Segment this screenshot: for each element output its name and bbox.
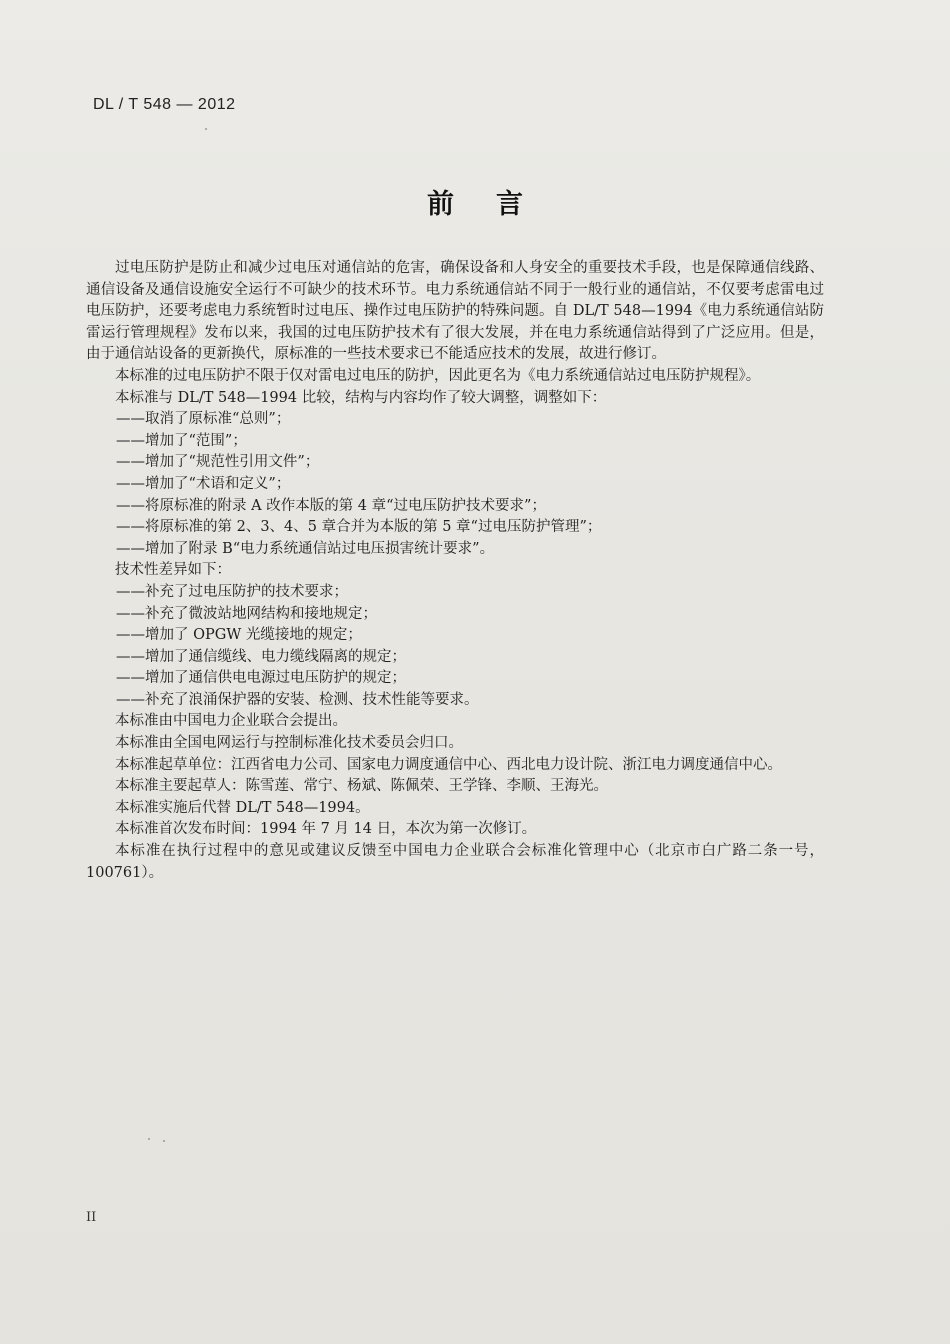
list-item: ——将原标准的附录 A 改作本版的第 4 章“过电压防护技术要求”； [116,497,546,514]
scan-speck [205,128,207,130]
paragraph: 本标准的过电压防护不限于仅对雷电过电压的防护，因此更名为《电力系统通信站过电压防护规程》。 [115,367,761,384]
list-item: ——增加了“术语和定义”； [116,475,291,492]
list-item: ——将原标准的第 2、3、4、5 章合并为本版的第 5 章“过电压防护管理”； [116,519,602,536]
standard-code: DL / T 548 — 2012 [93,96,236,113]
list-item: ——增加了“范围”； [116,432,247,449]
paragraph: 过电压防护是防止和减少过电压对通信站的危害，确保设备和人身安全的重要技术手段，也是保障通信线路、通信设备及通信设施安全运行不可缺少的技术环节。电力系统通信站不同于一般行业的通信站，不仅要考虑雷电过电压防护，还要考虑电力系统暂时过电压、操作过电压防护的特殊问题。自 DL/T 548—1994《电力系统通信站防雷运行管理规程》发布以来，我国的过电压防护技术有了很大发展，并在电力系统通信站得到了广泛应用。但是，由于通信站设备的更新换代，原标准的一些技术要求已不能适应技术的发展，故进行修订。 [86,260,824,363]
list-item: ——增加了附录 B“电力系统通信站过电压损害统计要求”。 [116,540,495,557]
list-item: ——补充了微波站地网结构和接地规定； [116,605,377,622]
paragraph: 技术性差异如下： [115,562,231,579]
title-char-1: 前 [427,189,454,220]
page-title [0,182,950,221]
list-item: ——增加了通信缆线、电力缆线隔离的规定； [116,648,406,665]
paragraph: 本标准在执行过程中的意见或建议反馈至中国电力企业联合会标准化管理中心（北京市白广路二条一号，100761）。 [86,843,824,881]
paragraph: 本标准首次发布时间：1994 年 7 月 14 日，本次为第一次修订。 [115,821,537,838]
paragraph: 本标准由中国电力企业联合会提出。 [115,713,347,730]
paragraph: 本标准主要起草人：陈雪莲、常宁、杨斌、陈佩荣、王学锋、李顺、王海光。 [115,778,608,795]
title-char-2: 言 [496,189,523,220]
list-item: ——增加了 OPGW 光缆接地的规定； [116,627,362,644]
list-item: ——增加了通信供电电源过电压防护的规定； [116,670,406,687]
list-item: ——取消了原标准“总则”； [116,411,291,428]
paragraph: 本标准与 DL/T 548—1994 比较，结构与内容均作了较大调整，调整如下： [115,389,607,406]
list-item: ——补充了浪涌保护器的安装、检测、技术性能等要求。 [116,691,479,708]
paragraph: 本标准实施后代替 DL/T 548—1994。 [115,799,370,816]
scan-speck [148,1138,150,1140]
foreword-body [86,258,824,884]
paragraph: 本标准由全国电网运行与控制标准化技术委员会归口。 [115,735,463,752]
page-number: II [86,1210,97,1225]
list-item: ——增加了“规范性引用文件”； [116,454,320,471]
list-item: ——补充了过电压防护的技术要求； [116,583,348,600]
paragraph: 本标准起草单位：江西省电力公司、国家电力调度通信中心、西北电力设计院、浙江电力调度通信中心。 [115,756,782,773]
scan-speck [163,1140,165,1142]
